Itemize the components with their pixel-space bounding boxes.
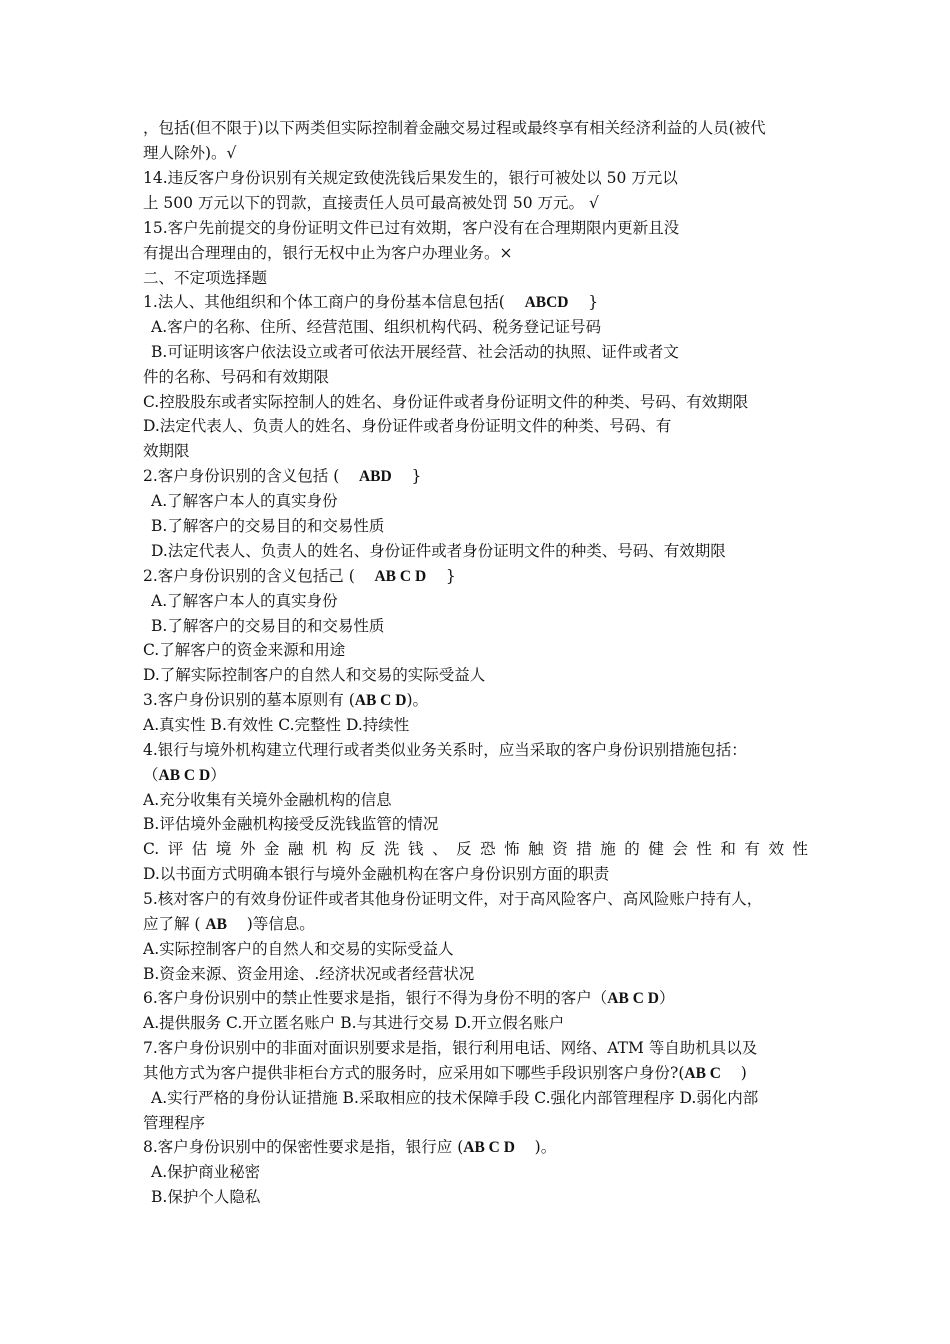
answer-key: AB C D bbox=[354, 692, 407, 709]
option-line: B.保护个人隐私 bbox=[151, 1188, 261, 1206]
answer-key: ABCD bbox=[524, 294, 569, 311]
question-line: 2.客户身份识别的含义包括己 ( AB C D } bbox=[143, 567, 456, 585]
answer-key: AB C bbox=[684, 1065, 721, 1082]
section-heading: 二、不定项选择题 bbox=[143, 269, 268, 287]
text-line: 效期限 bbox=[143, 442, 190, 460]
answer-key: AB C D bbox=[607, 990, 659, 1007]
question-line: 2.客户身份识别的含义包括 ( ABD } bbox=[143, 467, 422, 485]
answer-key: ABD bbox=[358, 468, 392, 485]
question-line: 5.核对客户的有效身份证件或者其他身份证明文件，对于高风险客户、高风险账户持有人， bbox=[143, 890, 763, 908]
answer-key: AB C D bbox=[158, 767, 211, 784]
text-line: ，包括(但不限于)以下两类但实际控制着金融交易过程或最终享有相关经济利益的人员(被代 bbox=[143, 119, 766, 137]
text-line: 14.违反客户身份识别有关规定致使洗钱后果发生的，银行可被处以 50 万元以 bbox=[143, 169, 678, 187]
option-line: A.客户的名称、住所、经营范围、组织机构代码、税务登记证号码 bbox=[151, 318, 602, 336]
question-line: 1.法人、其他组织和个体工商户的身份基本信息包括( ABCD } bbox=[143, 293, 599, 311]
question-line: 7.客户身份识别中的非面对面识别要求是指，银行利用电话、网络、ATM 等自助机具以及 bbox=[143, 1039, 758, 1057]
answer-key: AB C D bbox=[374, 568, 427, 585]
option-line: A.实行严格的身份认证措施 B.采取相应的技术保障手段 C.强化内部管理程序 D.弱化内部 bbox=[151, 1089, 759, 1107]
option-line: B.评估境外金融机构接受反洗钱监管的情况 bbox=[143, 815, 439, 833]
option-line: B.可证明该客户依法设立或者可依法开展经营、社会活动的执照、证件或者文 bbox=[151, 343, 679, 361]
answer-key: AB C D bbox=[463, 1139, 515, 1156]
text-line: 15.客户先前提交的身份证明文件已过有效期，客户没有在合理期限内更新且没 bbox=[143, 219, 680, 237]
text-line: 管理程序 bbox=[143, 1114, 206, 1132]
text-line: 理人除外)。√ bbox=[143, 144, 237, 162]
text-line: 上 500 万元以下的罚款，直接责任人员可最高被处罚 50 万元。 √ bbox=[143, 194, 599, 212]
option-line: A.充分收集有关境外金融机构的信息 bbox=[143, 791, 392, 809]
option-line: D.了解实际控制客户的自然人和交易的实际受益人 bbox=[143, 666, 486, 684]
answer-key: AB bbox=[205, 916, 227, 933]
option-line: C.控股股东或者实际控制人的姓名、身份证件或者身份证明文件的种类、号码、有效期限 bbox=[143, 393, 749, 411]
option-line: B.了解客户的交易目的和交易性质 bbox=[151, 517, 385, 535]
question-line: 其他方式为客户提供非柜台方式的服务时，应采用如下哪些手段识别客户身份?(AB C ) bbox=[143, 1064, 747, 1082]
option-line: A.了解客户本人的真实身份 bbox=[151, 492, 338, 510]
option-line: D.法定代表人、负责人的姓名、身份证件或者身份证明文件的种类、号码、有 bbox=[143, 417, 672, 435]
option-line: D.以书面方式明确本银行与境外金融机构在客户身份识别方面的职责 bbox=[143, 865, 610, 883]
text-line: 有提出合理理由的，银行无权中止为客户办理业务。× bbox=[143, 244, 513, 262]
option-line: A.实际控制客户的自然人和交易的实际受益人 bbox=[143, 940, 454, 958]
question-line: 8.客户身份识别中的保密性要求是指，银行应 (AB C D )。 bbox=[143, 1138, 557, 1156]
answer-line: （AB C D） bbox=[143, 766, 226, 784]
option-line: B.资金来源、资金用途、.经济状况或者经营状况 bbox=[143, 965, 475, 983]
question-line: 4.银行与境外机构建立代理行或者类似业务关系时，应当采取的客户身份识别措施包括： bbox=[143, 741, 747, 759]
question-line: 应了解 ( AB )等信息。 bbox=[143, 915, 315, 933]
option-line: C.评估境外金融机构反洗钱、反恐怖触资措施的健会性和有效性 bbox=[143, 840, 808, 858]
question-line: 6.客户身份识别中的禁止性要求是指，银行不得为身份不明的客户（AB C D） bbox=[143, 989, 675, 1007]
option-line: B.了解客户的交易目的和交易性质 bbox=[151, 617, 385, 635]
option-line: A.提供服务 C.开立匿名账户 B.与其进行交易 D.开立假名账户 bbox=[143, 1014, 565, 1032]
option-line: A.了解客户本人的真实身份 bbox=[151, 592, 338, 610]
question-line: 3.客户身份识别的墓本原则有 (AB C D)。 bbox=[143, 691, 428, 709]
option-line: D.法定代表人、负责人的姓名、身份证件或者身份证明文件的种类、号码、有效期限 bbox=[151, 542, 726, 560]
option-line: C.了解客户的资金来源和用途 bbox=[143, 641, 346, 659]
text-line: 件的名称、号码和有效期限 bbox=[143, 368, 330, 386]
option-line: A.保护商业秘密 bbox=[151, 1163, 261, 1181]
option-line: A.真实性 B.有效性 C.完整性 D.持续性 bbox=[143, 716, 410, 734]
